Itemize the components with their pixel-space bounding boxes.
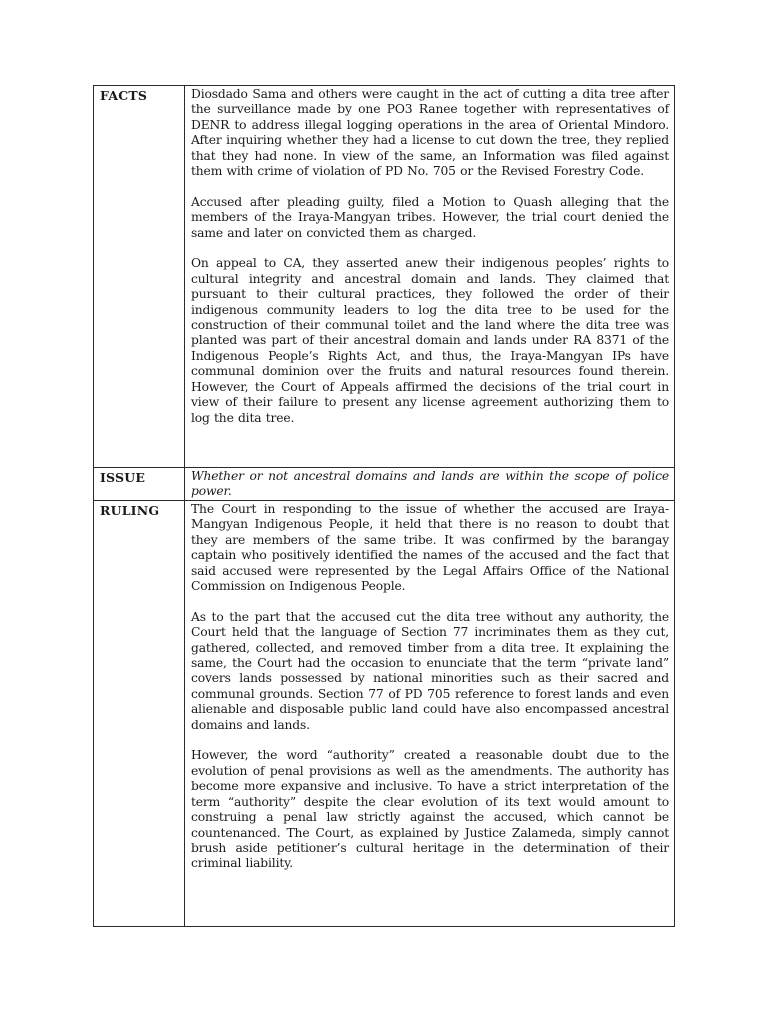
issue-label-cell bbox=[94, 468, 185, 501]
ruling-label: RULING bbox=[100, 503, 160, 518]
issue-row bbox=[94, 468, 675, 501]
facts-row bbox=[94, 86, 675, 468]
ruling-content-cell bbox=[185, 501, 675, 927]
facts-content-cell bbox=[185, 86, 675, 468]
ruling-row bbox=[94, 501, 675, 927]
facts-paragraph-3: On appeal to CA, they asserted anew their indigenous peoples’ rights to cultural integrity and ancestral domain and lands. They claimed that pursuant to their cultural practices, they followed the order of their indigenous community leaders to log the dita tree to be used for the construction of their communal toilet and the land where the dita tree was planted was part of their ancestral domain and lands under RA 8371 of the Indigenous People’s Rights Act, and thus, the Iraya-Mangyan IPs have communal dominion over the fruits and natural resources found therein. However, the Court of Appeals affirmed the decisions of the trial court in view of their failure to present any license agreement authorizing them to log the dita tree. bbox=[191, 256, 669, 425]
ruling-paragraph-3: However, the word “authority” created a reasonable doubt due to the evolution of penal provisions as well as the amendments. The authority has become more expansive and inclusive. To have a strict interpretation of the term “authority” despite the clear evolution of its text would amount to construing a penal law strictly against the accused, which cannot be countenanced. The Court, as explained by Justice Zalameda, simply cannot brush aside petitioner’s cultural heritage in the determination of their criminal liability. bbox=[191, 748, 669, 871]
facts-label-cell bbox=[94, 86, 185, 468]
ruling-label-cell bbox=[94, 501, 185, 927]
ruling-paragraph-1: The Court in responding to the issue of whether the accused are Iraya-Mangyan Indigenous People, it held that there is no reason to doubt that they are members of the same tribe. It was confirmed by the barangay captain who positively identified the names of the accused and the fact that said accused were represented by the Legal Affairs Office of the National Commission on Indigenous People. bbox=[191, 502, 669, 594]
issue-label: ISSUE bbox=[100, 470, 146, 485]
facts-paragraph-2: Accused after pleading guilty, filed a Motion to Quash alleging that the members of the Iraya-Mangyan tribes. However, the trial court denied the same and later on convicted them as charged. bbox=[191, 194, 669, 240]
facts-paragraph-1: Diosdado Sama and others were caught in the act of cutting a dita tree after the surveillance made by one PO3 Ranee together with representatives of DENR to address illegal logging operations in the area of Oriental Mindoro. After inquiring whether they had a license to cut down the tree, they replied that they had none. In view of the same, an Information was filed against them with crime of violation of PD No. 705 or the Revised Forestry Code. bbox=[191, 87, 669, 179]
facts-label: FACTS bbox=[100, 88, 148, 103]
ruling-paragraph-2: As to the part that the accused cut the dita tree without any authority, the Court held that the language of Section 77 incriminates them as they cut, gathered, collected, and removed timber from a dita tree. It explaining the same, the Court had the occasion to enunciate that the term “private land” covers lands possessed by national minorities such as their sacred and communal grounds. Section 77 of PD 705 reference to forest lands and even alienable and disposable public land could have also encompassed ancestral domains and lands. bbox=[191, 609, 669, 732]
issue-text: Whether or not ancestral domains and lands are within the scope of police power. bbox=[191, 469, 669, 499]
case-digest-table bbox=[93, 85, 675, 927]
issue-content-cell bbox=[185, 468, 675, 501]
